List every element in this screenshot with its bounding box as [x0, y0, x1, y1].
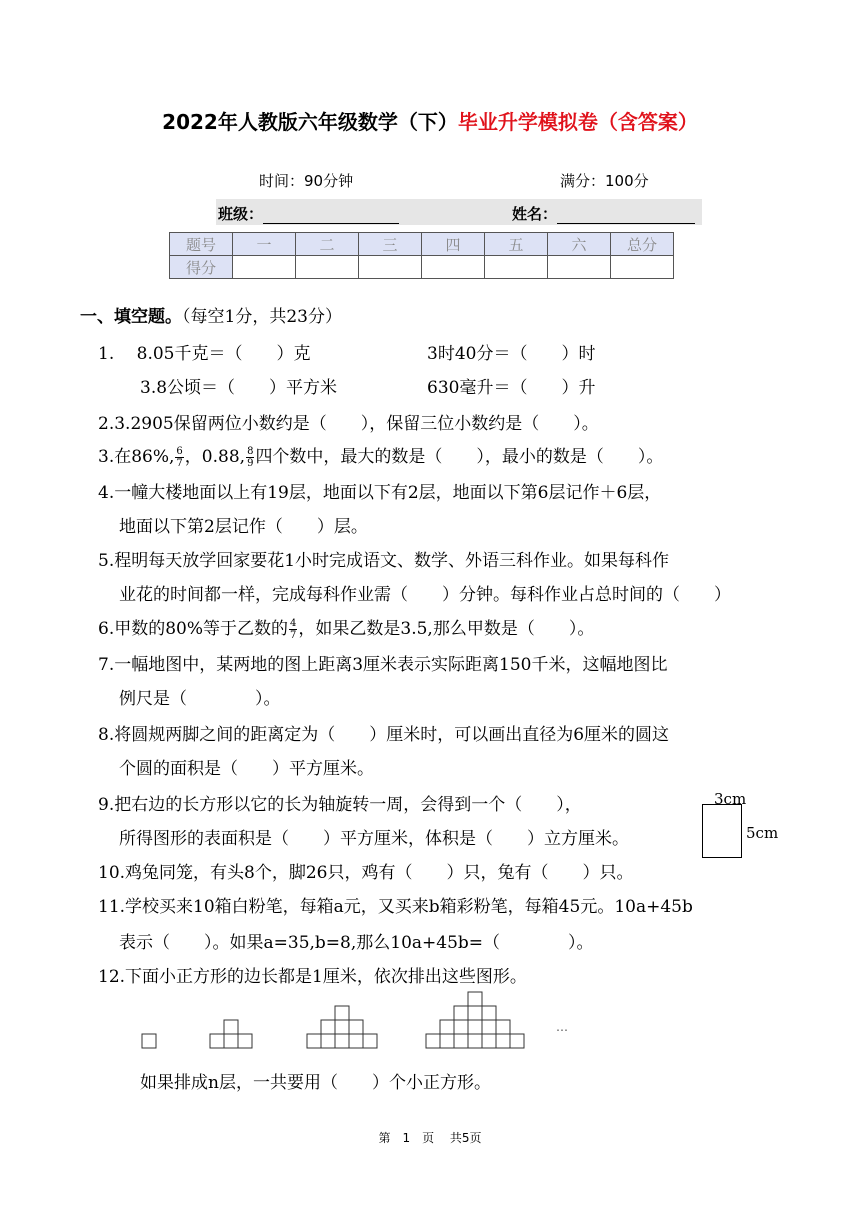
header-cell: 总分 [611, 233, 674, 256]
question-12b: 如果排成n层，一共要用（ ）个小正方形。 [140, 1073, 491, 1093]
unit-square [363, 1034, 377, 1048]
unit-square [468, 992, 482, 1006]
unit-square [496, 1020, 510, 1034]
question-1b: 3时40分＝（ ）时 [427, 344, 596, 364]
unit-square [335, 1034, 349, 1048]
unit-square [482, 1020, 496, 1034]
unit-square [482, 1034, 496, 1048]
denominator: 9 [247, 458, 254, 469]
unit-square [224, 1020, 238, 1034]
question-9a: 9.把右边的长方形以它的长为轴旋转一周，会得到一个（ ）， [98, 795, 582, 815]
question-2: 2.3.2905保留两位小数约是（ ），保留三位小数约是（ ）。 [98, 414, 599, 434]
question-4b: 地面以下第2层记作（ ）层。 [119, 517, 368, 537]
question-11a: 11.学校买来10箱白粉笔，每箱a元，又买来b箱彩粉笔，每箱45元。10a+45b [98, 897, 693, 917]
unit-square [440, 1034, 454, 1048]
unit-square [482, 1006, 496, 1020]
q3-suffix: 四个数中，最大的数是（ ），最小的数是（ ）。 [255, 447, 664, 467]
numerator: 8 [247, 446, 254, 457]
denominator: 7 [290, 630, 297, 641]
question-10: 10.鸡兔同笼，有头8个，脚26只，鸡有（ ）只，兔有（ ）只。 [98, 863, 634, 883]
unit-square [440, 1020, 454, 1034]
q3-prefix: 3.在86%, [98, 447, 175, 467]
unit-square [454, 1006, 468, 1020]
unit-square [321, 1034, 335, 1048]
rect-height-label: 5cm [746, 824, 779, 842]
unit-square [335, 1020, 349, 1034]
unit-square [468, 1006, 482, 1020]
question-5a: 5.程明每天放学回家要花1小时完成语文、数学、外语三科作业。如果每科作 [98, 551, 670, 571]
unit-square [321, 1020, 335, 1034]
header-cell: 题号 [170, 233, 233, 256]
question-7b: 例尺是（ ）。 [119, 689, 281, 709]
question-11b: 表示（ ）。如果a=35,b=8,那么10a+45b=（ ）。 [119, 933, 594, 953]
question-9b: 所得图形的表面积是（ ）平方厘米，体积是（ ）立方厘米。 [119, 829, 629, 849]
unit-square [210, 1034, 224, 1048]
name-label: 姓名： [512, 205, 558, 223]
q6-prefix: 6.甲数的80%等于乙数的 [98, 619, 289, 639]
question-1c: 3.8公顷＝（ ）平方米 [140, 378, 338, 398]
header-cell: 三 [359, 233, 422, 256]
title-highlight: 毕业升学模拟卷（含答案） [457, 110, 698, 134]
rect-width-label: 3cm [714, 790, 747, 808]
section-title: 一、填空题。 [80, 307, 182, 327]
header-cell: 六 [548, 233, 611, 256]
unit-square [468, 1020, 482, 1034]
header-cell: 四 [422, 233, 485, 256]
unit-square [335, 1006, 349, 1020]
unit-square [307, 1034, 321, 1048]
header-cell: 二 [296, 233, 359, 256]
unit-square [349, 1034, 363, 1048]
question-7a: 7.一幅地图中，某两地的图上距离3厘米表示实际距离150千米，这幅地图比 [98, 655, 668, 675]
numerator: 4 [290, 618, 297, 629]
question-4a: 4.一幢大楼地面以上有19层，地面以下有2层，地面以下第6层记作＋6层， [98, 483, 662, 503]
question-5b: 业花的时间都一样，完成每科作业需（ ）分钟。每科作业占总时间的（ ） [119, 585, 731, 605]
ellipsis: … [556, 1020, 568, 1034]
unit-square [224, 1034, 238, 1048]
header-cell: 五 [485, 233, 548, 256]
unit-square [349, 1020, 363, 1034]
unit-square [468, 1034, 482, 1048]
q3-middle: ，0.88, [184, 447, 246, 467]
score-info: 满分：100分 [560, 172, 649, 190]
time-info: 时间：90分钟 [259, 172, 354, 190]
unit-square [142, 1034, 156, 1048]
page-footer: 第 1 页 共5页 [378, 1131, 482, 1145]
title-main: 2022年人教版六年级数学（下） [162, 110, 458, 134]
unit-square [454, 1034, 468, 1048]
score-row-label: 得分 [170, 256, 233, 279]
question-1a: 1. 8.05千克＝（ ）克 [98, 344, 311, 364]
unit-square [454, 1020, 468, 1034]
unit-square [496, 1034, 510, 1048]
question-8a: 8.将圆规两脚之间的距离定为（ ）厘米时，可以画出直径为6厘米的圆这 [98, 725, 670, 745]
question-1d: 630毫升＝（ ）升 [427, 378, 596, 398]
section-note: （每空1分，共23分） [182, 307, 342, 327]
header-cell: 一 [233, 233, 296, 256]
class-label: 班级： [218, 205, 264, 223]
denominator: 7 [176, 458, 183, 469]
q6-suffix: ，如果乙数是3.5,那么甲数是（ ）。 [298, 619, 595, 639]
numerator: 6 [176, 446, 183, 457]
question-12: 12.下面小正方形的边长都是1厘米，依次排出这些图形。 [98, 967, 527, 987]
unit-square [510, 1034, 524, 1048]
unit-square [426, 1034, 440, 1048]
question-8b: 个圆的面积是（ ）平方厘米。 [119, 759, 374, 779]
unit-square [238, 1034, 252, 1048]
